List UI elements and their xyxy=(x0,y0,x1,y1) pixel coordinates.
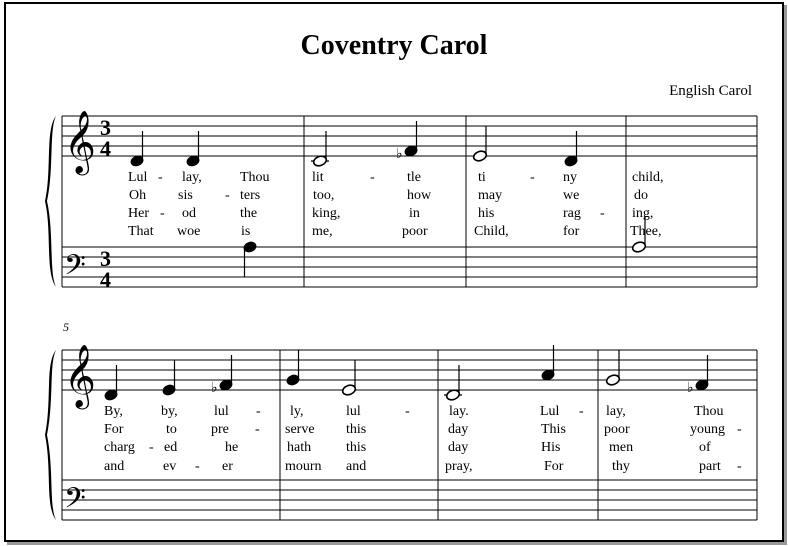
svg-text:♭: ♭ xyxy=(396,146,403,162)
lyric-syllable: By, xyxy=(104,404,123,419)
lyric-syllable: ti xyxy=(478,170,486,185)
lyric-syllable: too, xyxy=(313,188,335,203)
lyric-syllable: he xyxy=(225,440,239,455)
composer-credit: English Carol xyxy=(669,83,752,99)
lyric-syllable: - xyxy=(225,188,230,203)
lyric-syllable: His xyxy=(541,440,561,455)
lyric-syllable: ters xyxy=(240,188,261,203)
lyric-syllable: to xyxy=(166,422,177,437)
lyric-syllable: by, xyxy=(161,404,178,419)
lyric-syllable: ny xyxy=(563,170,577,185)
lyric-syllable: sis xyxy=(178,188,193,203)
lyric-syllable: - xyxy=(160,206,165,221)
lyric-syllable: and xyxy=(346,459,367,474)
lyric-syllable: in xyxy=(409,206,420,221)
time-sig-bottom: 4 xyxy=(100,267,111,292)
lyric-syllable: Child, xyxy=(474,224,509,239)
lyric-syllable: poor xyxy=(402,224,428,239)
lyric-syllable: - xyxy=(600,206,605,221)
lyric-syllable: lay, xyxy=(606,404,626,419)
lyric-syllable: may xyxy=(478,188,503,203)
bass-staff xyxy=(62,247,757,287)
treble-clef-icon: 𝄞 xyxy=(64,344,96,407)
lyric-syllable: Thou xyxy=(694,404,724,419)
lyric-syllable: lit xyxy=(312,170,324,185)
lyric-syllable: Thou xyxy=(240,170,270,185)
lyric-syllable: lay. xyxy=(449,404,469,419)
lyric-syllable: rag xyxy=(563,206,581,221)
lyric-syllable: - xyxy=(737,422,742,437)
lyric-syllable: for xyxy=(563,224,580,239)
lyric-syllable: Oh xyxy=(129,188,147,203)
lyric-syllable: pray, xyxy=(445,459,473,474)
lyric-syllable: - xyxy=(579,404,584,419)
lyric-syllable: day xyxy=(448,422,469,437)
lyric-syllable: ed xyxy=(164,440,178,455)
lyric-syllable: part xyxy=(699,459,721,474)
lyric-syllable: - xyxy=(255,422,260,437)
lyric-syllable: hath xyxy=(287,440,312,455)
lyric-syllable: serve xyxy=(285,422,315,437)
lyric-syllable: lay, xyxy=(182,170,202,185)
system-2 xyxy=(45,350,757,520)
lyric-syllable: - xyxy=(195,459,200,474)
lyric-syllable: mourn xyxy=(285,459,322,474)
lyric-syllable: of xyxy=(699,440,711,455)
lyric-syllable: young xyxy=(690,422,725,437)
lyric-syllable: tle xyxy=(407,170,421,185)
lyric-syllable: - xyxy=(256,404,261,419)
lyric-syllable: lul xyxy=(214,404,229,419)
svg-text:♭: ♭ xyxy=(687,380,694,396)
lyric-syllable: this xyxy=(346,440,367,455)
lyric-syllable: the xyxy=(240,206,258,221)
lyric-syllable: er xyxy=(222,459,233,474)
time-sig-top: 3 xyxy=(100,246,111,271)
svg-text:♭: ♭ xyxy=(211,380,218,396)
lyric-syllable: Lul xyxy=(540,404,560,419)
lyric-syllable: ly, xyxy=(290,404,304,419)
lyric-syllable: lul xyxy=(346,404,361,419)
lyric-syllable: This xyxy=(541,422,566,437)
lyric-syllable: od xyxy=(182,206,196,221)
lyric-syllable: woe xyxy=(177,224,201,239)
lyric-syllable: That xyxy=(128,224,154,239)
lyric-syllable: this xyxy=(346,422,367,437)
lyric-syllable: is xyxy=(241,224,251,239)
treble-staff xyxy=(62,350,757,390)
lyric-syllable: - xyxy=(530,170,535,185)
lyric-syllable: king, xyxy=(312,206,341,221)
bass-clef-icon: 𝄢 xyxy=(64,249,86,289)
lyric-syllable: charg xyxy=(104,440,135,455)
measure-number: 5 xyxy=(63,320,69,334)
lyric-syllable: - xyxy=(149,440,154,455)
lyric-syllable: Her xyxy=(128,206,149,221)
song-title: Coventry Carol xyxy=(300,30,488,61)
system-1 xyxy=(45,116,757,287)
lyric-syllable: ev xyxy=(163,459,177,474)
lyric-syllable: - xyxy=(405,404,410,419)
lyric-syllable: thy xyxy=(612,459,630,474)
lyric-syllable: ing, xyxy=(632,206,654,221)
lyric-syllable: do xyxy=(634,188,648,203)
lyric-syllable: and xyxy=(104,459,125,474)
lyric-syllable: we xyxy=(563,188,580,203)
lyric-syllable: - xyxy=(737,459,742,474)
piano-brace xyxy=(45,116,56,287)
lyric-syllable: pre xyxy=(211,422,229,437)
lyric-syllable: his xyxy=(478,206,495,221)
lyric-syllable: - xyxy=(158,170,163,185)
time-sig-bottom: 4 xyxy=(100,136,111,161)
time-sig-top: 3 xyxy=(100,115,111,140)
lyric-syllable: For xyxy=(104,422,124,437)
bass-clef-icon: 𝄢 xyxy=(64,482,86,522)
lyric-syllable: child, xyxy=(632,170,664,185)
lyric-syllable: For xyxy=(544,459,564,474)
piano-brace xyxy=(45,350,56,520)
lyric-syllable: day xyxy=(448,440,469,455)
lyric-syllable: Thee, xyxy=(630,224,662,239)
lyric-syllable: poor xyxy=(604,422,630,437)
bass-staff xyxy=(62,480,757,520)
lyric-syllable: Lul xyxy=(128,170,148,185)
lyric-syllable: me, xyxy=(312,224,333,239)
treble-clef-icon: 𝄞 xyxy=(64,110,96,173)
lyric-syllable: - xyxy=(370,170,375,185)
notes-system-2 xyxy=(104,345,709,401)
lyric-syllable: how xyxy=(407,188,432,203)
lyric-syllable: men xyxy=(609,440,634,455)
